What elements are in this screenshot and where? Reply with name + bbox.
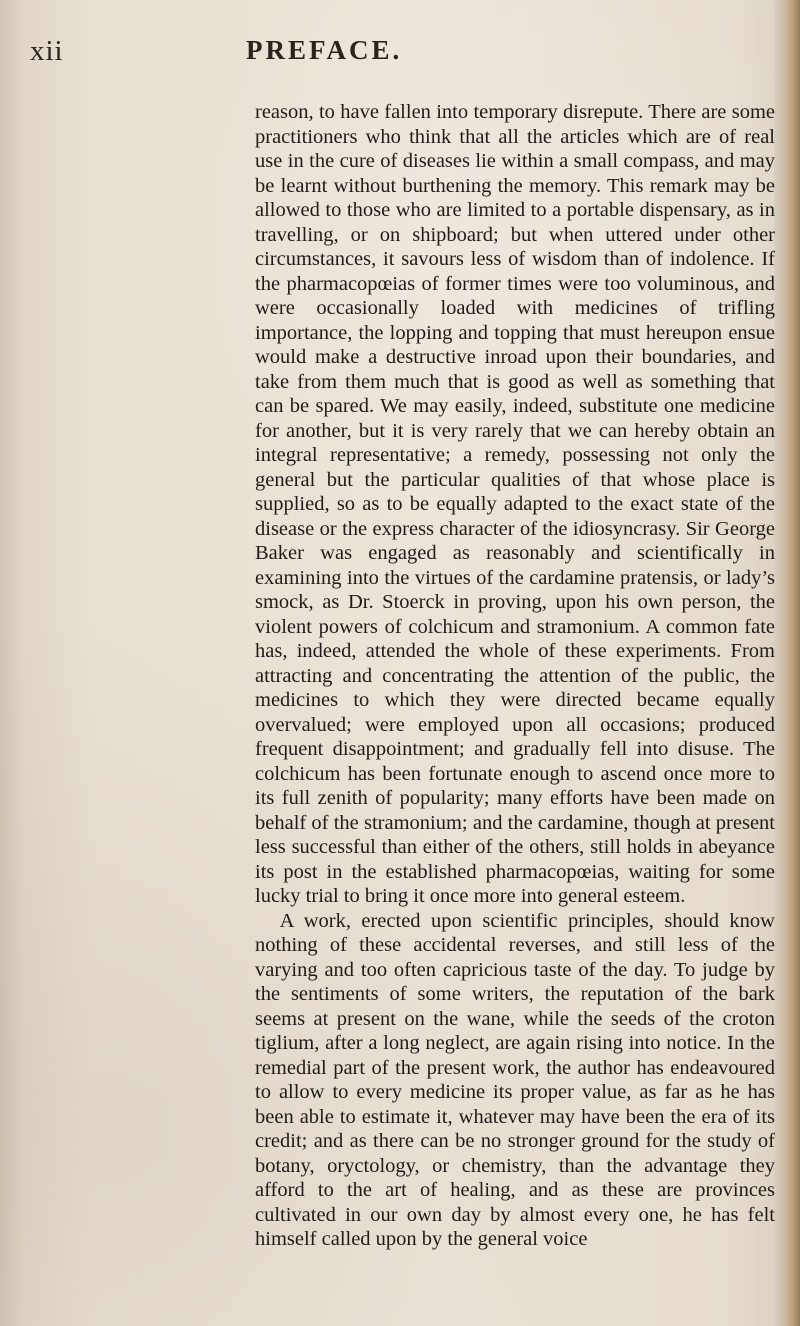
page-number: xii [30, 35, 64, 67]
paragraph-1: reason, to have fallen into temporary disrepute. There are some practitioners who think that all the articles which are of real use in the cure of diseases lie within a small compass, and may be learnt without burthening the memory. This remark may be allowed to those who are limited to a portable dispensary, as in travelling, or on shipboard; but when uttered under other circumstances, it savours less of wisdom than of indolence. If the pharmacopœias of former times were too voluminous, and were occasionally loaded with medicines of trifling importance, the lopping and topping that must hereupon ensue would make a destructive inroad upon their boundaries, and take from them much that is good as well as something that can be spared. We may easily, indeed, substitute one medicine for another, but it is very rarely that we can hereby obtain an integral representative; a remedy, possessing not only the general but the particular qualities of that whose place is supplied, so as to be equally adapted to the exact state of the disease or the express character of the idiosyncrasy. Sir George Baker was engaged as reasonably and scientifically in examining into the virtues of the cardamine pratensis, or lady’s smock, as Dr. Stoerck in proving, upon his own person, the violent powers of colchicum and stramonium. A common fate has, indeed, attended the whole of these experiments. From attracting and concentrating the attention of the public, the medicines to which they were directed became equally overvalued; were employed upon all occasions; produced frequent disappointment; and gradually fell into disuse. The colchicum has been fortunate enough to ascend once more to its full zenith of popularity; many efforts have been made on behalf of the stramonium; and the cardamine, though at present less successful than either of the others, still holds in abeyance its post in the established pharmacopœias, waiting for some lucky trial to bring it once more into general esteem. [255, 101, 775, 907]
paragraph-2: A work, erected upon scientific principles, should know nothing of these accidental reverses, and still less of the varying and too often capricious taste of the day. To judge by the sentiments of some writers, the reputation of the bark seems at present on the wane, while the seeds of the croton tiglium, after a long neglect, are again rising into notice. In the remedial part of the present work, the author has endeavoured to allow to every medicine its proper value, as far as he has been able to estimate it, whatever may have been the era of its credit; and as there can be no stronger ground for the study of botany, oryctology, or chemistry, than the advantage they afford to the art of healing, and as these are provinces cultivated in our own day by almost every one, he has felt himself called upon by the general voice [255, 909, 775, 1250]
body-text [255, 100, 775, 1252]
running-title: PREFACE. [246, 35, 403, 65]
page-edge [774, 0, 800, 1326]
